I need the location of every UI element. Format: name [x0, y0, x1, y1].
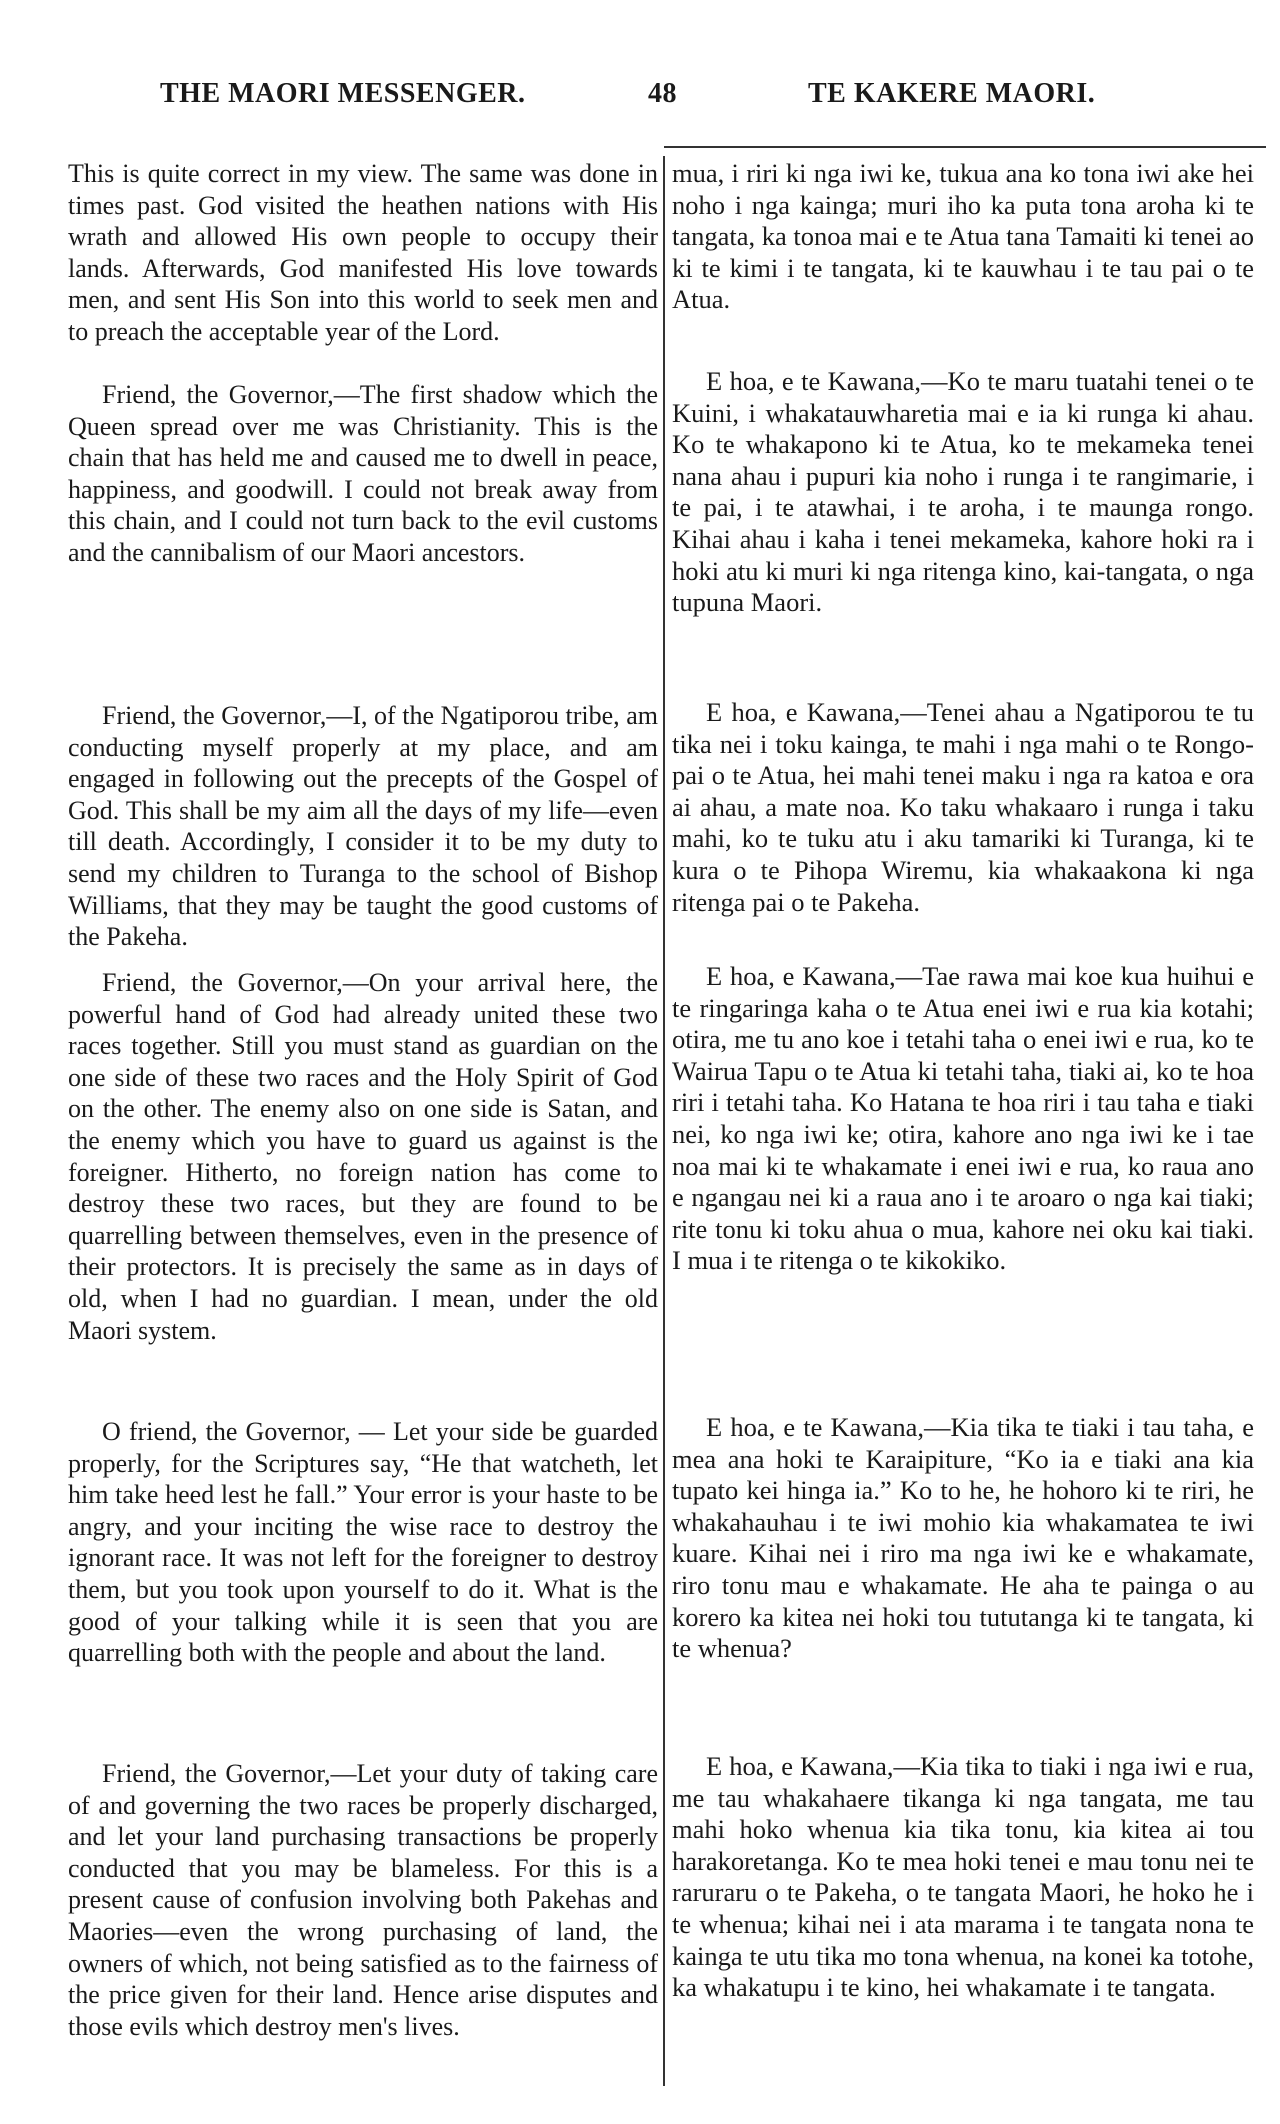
header-rule: [664, 146, 1266, 148]
english-paragraph: O friend, the Governor, — Let your side be guarded properly, for the Scriptures say, “He that watcheth, let him take heed lest he fall.” Your error is your haste to be angry, and your inciting the wise race to destroy the ignorant race. It was not left for the foreigner to destroy them, but you took upon yourself to do it. What is the good of your talking while it is seen that you are quarrelling both with the people and about the land.: [68, 1417, 658, 1668]
maori-paragraph: mua, i riri ki nga iwi ke, tukua ana ko tona iwi ake hei noho i nga kainga; muri iho ka puta tona aroha ki te tangata, ka tonoa mai e te Atua tana Tamaiti ki tenei ao ki te kimi i te tangata, ki te kauwhau i te tau pai o te Atua.: [672, 158, 1254, 315]
maori-paragraph: E hoa, e Kawana,—Kia tika to tiaki i nga iwi e rua, me tau whakahaere tikanga ki nga tangata, me tau mahi hoko whenua kia tika tonu, kia kitea ai tou harakoretanga. Ko te mea hoki tenei e mau tonu nei te raruraru o te Pakeha, o te tangata Maori, he hoko he i te whenua; kihai nei i ata marama i te tangata nona te kainga te utu tika mo tona whenua, na konei ka totohe, ka whakatupu i te kino, hei whakamate i te tangata.: [672, 1751, 1254, 2003]
english-paragraph: This is quite correct in my view. The same was done in times past. God visited the heathen nations with His wrath and allowed His own people to occupy their lands. Afterwards, God manifested His love towards men, and sent His Son into this world to seek men and to preach the acceptable year of the Lord.: [68, 159, 658, 346]
english-paragraph: Friend, the Governor,—Let your duty of taking care of and governing the two races be properly discharged, and let your land purchasing transactions be properly conducted that you may be blameless. For this is a present cause of confusion involving both Pakehas and Maories—even the wrong purchasing of land, the owners of which, not being satisfied as to the fairness of the price given for their land. Hence arise disputes and those evils which destroy men's lives.: [68, 1759, 658, 2041]
english-paragraph: Friend, the Governor,—On your arrival here, the powerful hand of God had already united these two races together. Still you must stand as guardian on the one side of these two races and the Holy Spirit of God on the other. The enemy also on one side is Satan, and the enemy which you have to guard us against is the foreigner. Hitherto, no foreign nation has come to destroy these two races, but they are found to be quarrelling between themselves, even in the presence of their protectors. It is precisely the same as in days of old, when I had no guardian. I mean, under the old Maori system.: [68, 968, 658, 1345]
column-divider: [663, 156, 665, 2086]
english-paragraph: Friend, the Governor,—I, of the Ngatiporou tribe, am conducting myself properly at my place, and am engaged in following out the precepts of the Gospel of God. This shall be my aim all the days of my life—even till death. Accordingly, I consider it to be my duty to send my children to Turanga to the school of Bishop Williams, that they may be taught the good customs of the Pakeha.: [68, 701, 658, 952]
header-english-title: THE MAORI MESSENGER.: [160, 78, 526, 109]
page-number: 48: [648, 78, 677, 109]
maori-paragraph: E hoa, e Kawana,—Tenei ahau a Ngatiporou te tu tika nei i toku kainga, te mahi i nga mahi o te Rongo-pai o te Atua, hei mahi tenei maku i nga ra katoa e ora ai ahau, a mate noa. Ko taku whakaaro i runga i taku mahi, ko te tuku atu i aku tamariki ki Turanga, ki te kura o te Pihopa Wiremu, kia whakaakona ki nga ritenga pai o te Pakeha.: [672, 697, 1254, 917]
english-paragraph: Friend, the Governor,—The first shadow which the Queen spread over me was Christianity. This is the chain that has held me and caused me to dwell in peace, happiness, and goodwill. I could not break away from this chain, and I could not turn back to the evil customs and the cannibalism of our Maori ancestors.: [68, 380, 658, 567]
maori-paragraph: E hoa, e te Kawana,—Kia tika te tiaki i tau taha, e mea ana hoki te Karaipiture, “Ko ia e tiaki ana kia tupato kei hinga ia.” Ko to he, he hohoro ki te riri, he whakahauhau i te iwi mohio kia whakamatea te iwi kuare. Kihai nei i riro ma nga iwi ke e whakamate, riro tonu mau e whakamate. He aha te painga o au korero ka kitea nei hoki tou tututanga ki te tangata, ki te whenua?: [672, 1412, 1254, 1664]
maori-paragraph: E hoa, e Kawana,—Tae rawa mai koe kua huihui e te ringaringa kaha o te Atua enei iwi e rua kia kotahi; otira, me tu ano koe i tetahi taha o enei iwi e rua, ko te Wairua Tapu o te Atua ki tetahi taha, tiaki ai, ko te hoa riri i tetahi taha. Ko Hatana te hoa riri i tau taha e tiaki nei, ko nga iwi ke; otira, kahore ano nga iwi ke i tae noa mai ki te whakamate i enei iwi e rua, ko raua ano e ngangau nei ki a raua ano i te aroaro o nga kai tiaki; rite tonu ki toku ahua o mua, kahore nei oku kai tiaki. I mua i te ritenga o te kikokiko.: [672, 961, 1254, 1276]
maori-paragraph: E hoa, e te Kawana,—Ko te maru tuatahi tenei o te Kuini, i whakatauwharetia mai e ia ki runga ki ahau. Ko te whakapono ki te Atua, ko te mekameka tenei nana ahau i pupuri kia noho i runga i te rangimarie, i te pai, i te atawhai, i te aroha, i te maunga rongo. Kihai ahau i kaha i tenei mekameka, kahore hoki ra i hoki atu ki muri ki nga ritenga kino, kai-tangata, o nga tupuna Maori.: [672, 366, 1254, 618]
header-maori-title: TE KAKERE MAORI.: [808, 78, 1096, 109]
